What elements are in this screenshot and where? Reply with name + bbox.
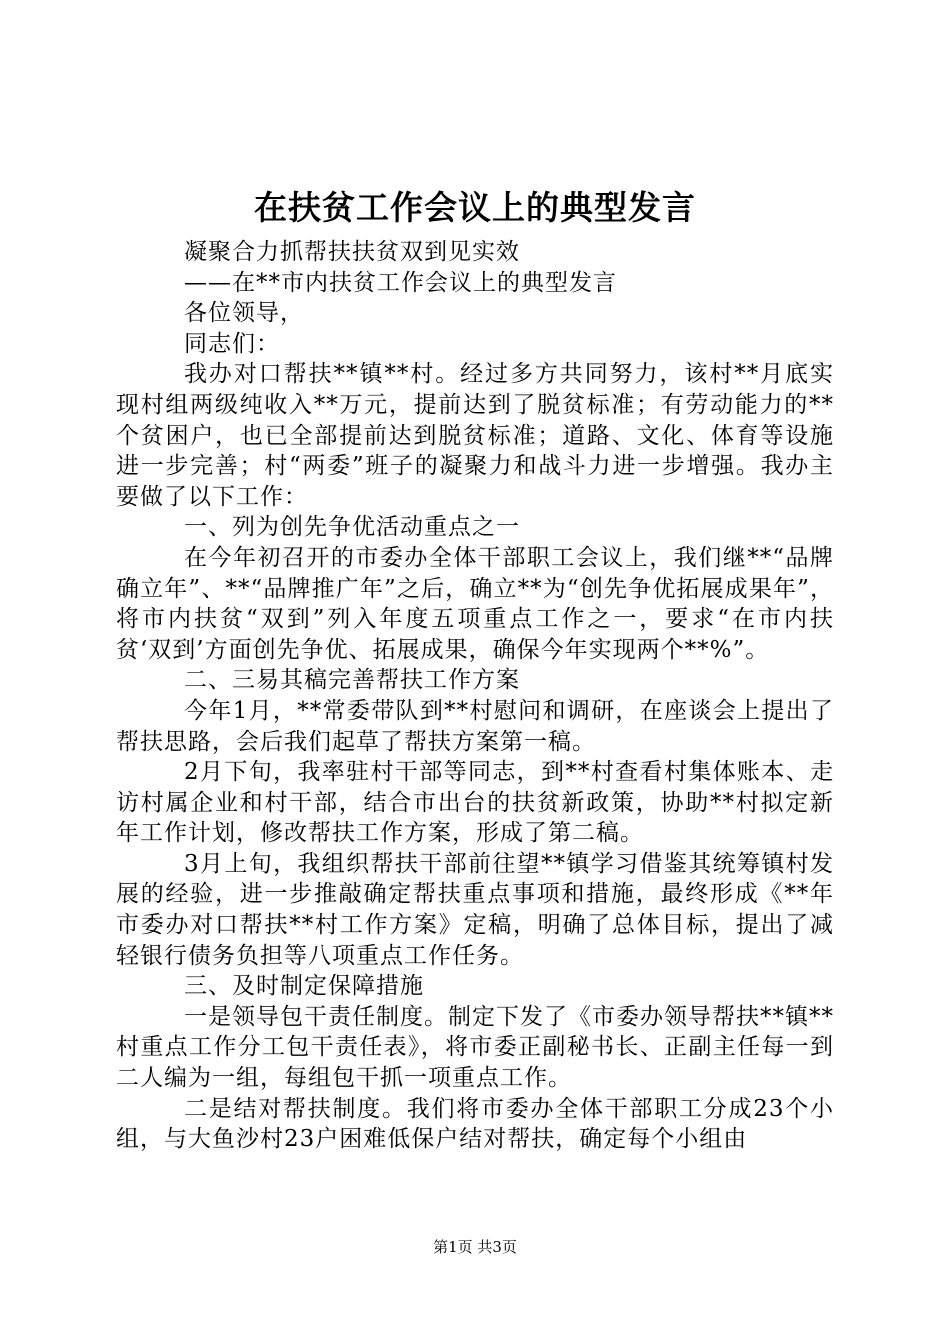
- subtitle: 凝聚合力抓帮扶扶贫双到见实效: [184, 239, 520, 265]
- paragraph: 二是结对帮扶制度。我们将市委办全体干部职工分成23个小组，与大鱼沙村23户困难低保户结对帮扶，确定每个小组由: [116, 1095, 834, 1153]
- section-heading: 一、列为创先争优活动重点之一: [184, 514, 520, 541]
- paragraph: 3月上旬，我组织帮扶干部前往望**镇学习借鉴其统筹镇村发展的经验，进一步推敲确定帮扶重点事项和措施，最终形成《**年市委办对口帮扶**村工作方案》定稿，明确了总体目标，提出了减轻银行债务负担等八项重点工作任务。: [116, 850, 834, 969]
- page-footer: 第1页 共3页: [433, 1238, 517, 1256]
- document-title: 在扶贫工作会议上的典型发言: [254, 188, 696, 227]
- paragraph: 我办对口帮扶**镇**村。经过多方共同努力，该村**月底实现村组两级纯收入**万元，提前达到了脱贫标准；有劳动能力的**个贫困户，也已全部提前达到脱贫标准；道路、文化、体育等设施进一步完善；村“两委”班子的凝聚力和战斗力进一步增强。我办主要做了以下工作：: [116, 361, 834, 510]
- salutation-comrades: 同志们：: [184, 330, 280, 357]
- paragraph: 在今年初召开的市委办全体干部职工会议上，我们继**“品牌确立年”、**“品牌推广年”之后，确立**为“创先争优拓展成果年”，将市内扶贫“双到”列入年度五项重点工作之一，要求“在市内扶贫‘双到’方面创先争优、拓展成果，确保今年实现两个**%”。: [116, 544, 834, 663]
- section-heading: 二、三易其稿完善帮扶工作方案: [184, 667, 520, 694]
- salutation-leaders: 各位领导，: [184, 300, 304, 327]
- subtitle-sub: ——在**市内扶贫工作会议上的典型发言: [184, 269, 617, 296]
- paragraph: 一是领导包干责任制度。制定下发了《市委办领导帮扶**镇**村重点工作分工包干责任表》，将市委正副秘书长、正副主任每一到二人编为一组，每组包干抓一项重点工作。: [116, 1003, 834, 1092]
- document-body: [116, 237, 834, 1155]
- paragraph: 今年1月，**常委带队到**村慰问和调研，在座谈会上提出了帮扶思路，会后我们起草了帮扶方案第一稿。: [116, 697, 834, 755]
- paragraph: 2月下旬，我率驻村干部等同志，到**村查看村集体账本、走访村属企业和村干部，结合市出台的扶贫新政策，协助**村拟定新年工作计划，修改帮扶工作方案，形成了第二稿。: [116, 759, 834, 847]
- section-heading: 三、及时制定保障措施: [184, 973, 424, 1000]
